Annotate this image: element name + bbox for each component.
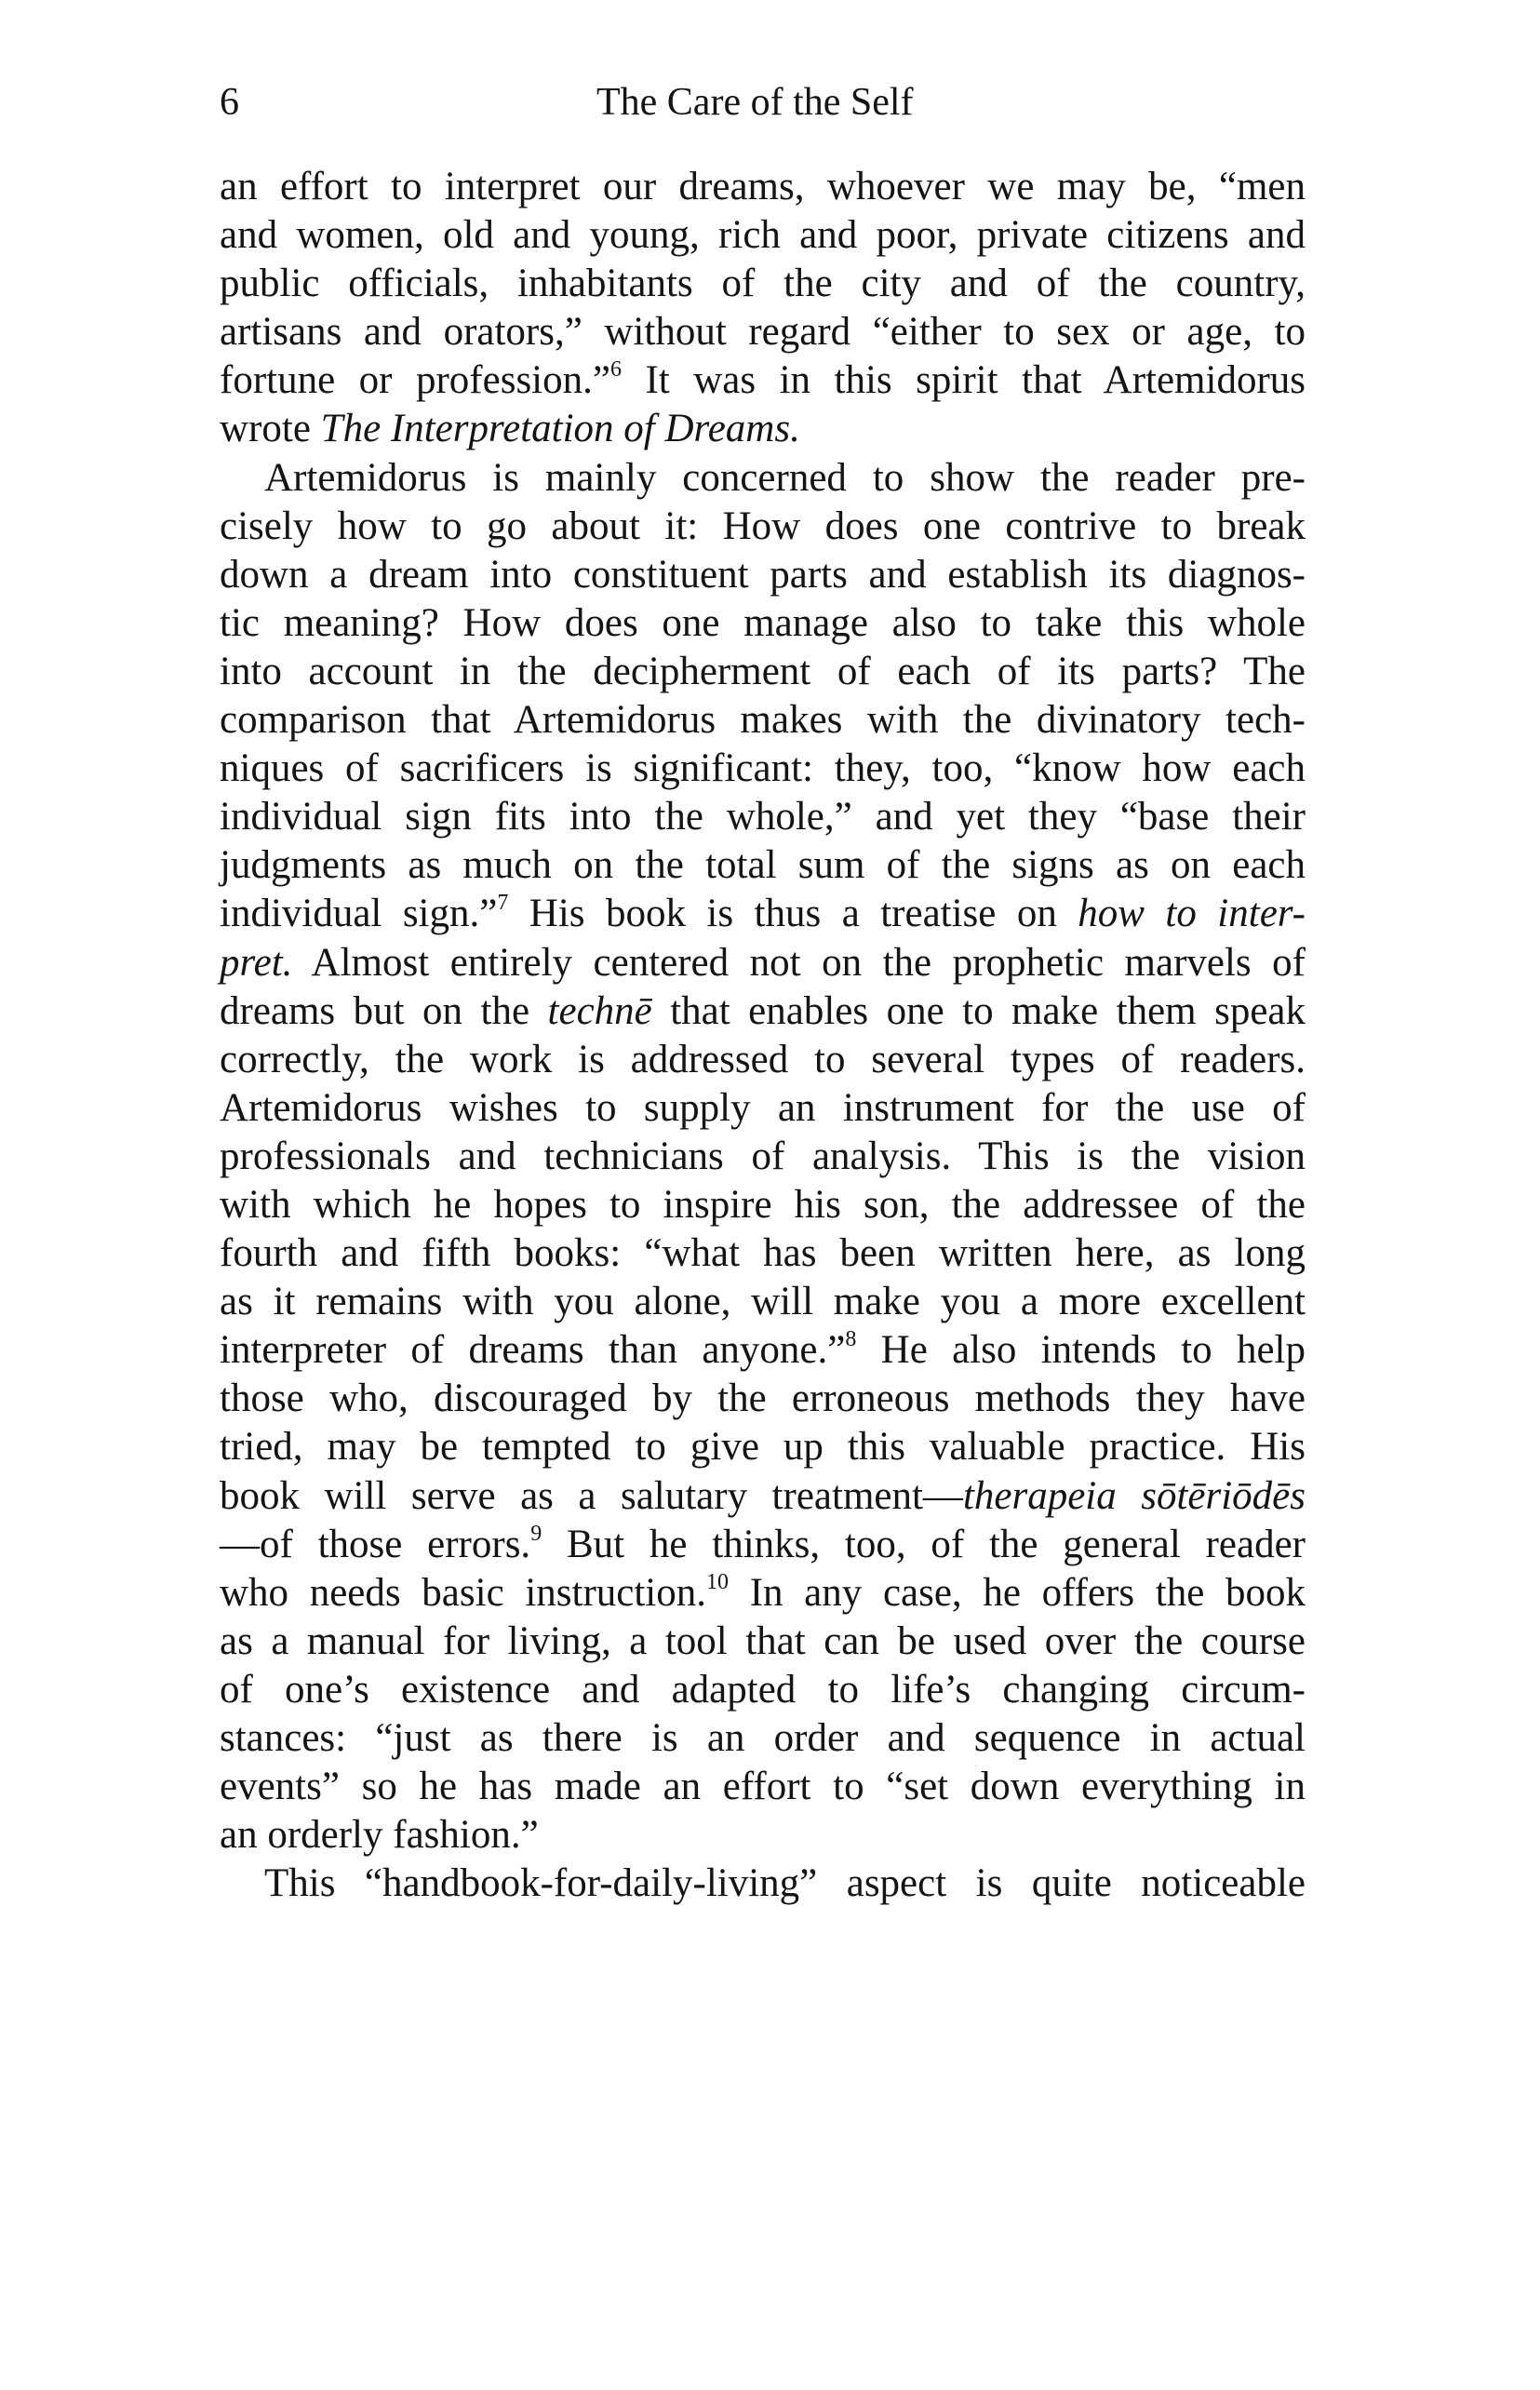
italic-text: The Interpretation of Dreams. <box>320 407 800 451</box>
footnote-marker: 9 <box>530 1521 542 1546</box>
text-segment: and women, old and young, rich and poor, private citizens and <box>220 213 1306 258</box>
text-segment: individual sign fits into the whole,” and yet they “base their <box>220 795 1306 839</box>
text-line <box>220 260 1306 308</box>
footnote-marker: 10 <box>706 1569 730 1594</box>
text-segment: events” so he has made an effort to “set down everything in <box>220 1765 1306 1809</box>
text-segment: with which he hopes to inspire his son, the addressee of the <box>220 1182 1306 1227</box>
text-line <box>220 1618 1306 1666</box>
text-segment: interpreter of dreams than anyone.” <box>220 1328 846 1373</box>
text-segment: But he thinks, too, of the general reader <box>542 1522 1306 1566</box>
text-segment: Artemidorus is mainly concerned to show the reader pre- <box>264 455 1306 500</box>
running-title: The Care of the Self <box>596 81 914 124</box>
text-line <box>220 987 1306 1036</box>
text-segment: He also intends to help <box>856 1328 1306 1373</box>
text-segment: as a manual for living, a tool that can be used over the course <box>220 1618 1306 1663</box>
text-segment: It was in this spirit that Artemidorus <box>621 358 1306 403</box>
text-segment: comparison that Artemidorus makes with the divinatory tech- <box>220 698 1306 743</box>
text-segment: professionals and technicians of analysis. This is the vision <box>220 1134 1306 1178</box>
text-line <box>220 551 1306 599</box>
text-segment: fortune or profession.” <box>220 358 610 403</box>
text-segment: fourth and fifth books: “what has been written here, as long <box>220 1231 1306 1276</box>
text-line <box>220 1860 1306 1908</box>
text-segment: stances: “just as there is an order and sequence in actual <box>220 1716 1306 1760</box>
text-line <box>220 1763 1306 1811</box>
text-line <box>220 1229 1306 1278</box>
text-segment: Almost entirely centered not on the prophetic marvels of <box>292 940 1306 985</box>
text-line <box>220 841 1306 890</box>
text-line <box>220 1666 1306 1714</box>
text-line <box>220 1278 1306 1326</box>
page-number: 6 <box>220 81 239 124</box>
text-segment: cisely how to go about it: How does one contrive to break <box>220 504 1306 548</box>
text-line <box>220 356 1306 405</box>
text-segment: an orderly fashion.” <box>220 1813 539 1858</box>
text-line <box>220 503 1306 551</box>
text-line <box>220 1569 1306 1618</box>
text-segment: tic meaning? How does one manage also to take this whole <box>220 600 1306 645</box>
italic-text: therapeia sōtēriōdēs <box>962 1473 1306 1518</box>
text-line <box>220 1181 1306 1229</box>
text-line <box>220 793 1306 841</box>
italic-text: pret. <box>220 940 293 985</box>
text-segment: who needs basic instruction. <box>220 1570 707 1615</box>
text-segment: down a dream into constituent parts and establish its diagnos- <box>220 552 1306 597</box>
italic-text: technē <box>547 988 652 1033</box>
text-line <box>220 1811 1306 1860</box>
body-text <box>220 163 1306 1908</box>
text-line <box>220 211 1306 260</box>
text-line <box>220 1084 1306 1133</box>
text-segment: artisans and orators,” without regard “either to sex or age, to <box>220 310 1306 355</box>
text-segment: an effort to interpret our dreams, whoever we may be, “men <box>220 165 1306 208</box>
text-line <box>220 454 1306 503</box>
text-line <box>220 1375 1306 1423</box>
text-line <box>220 1036 1306 1084</box>
text-segment: This “handbook-for-daily-living” aspect is quite noticeable <box>264 1861 1306 1906</box>
text-segment: correctly, the work is addressed to several types of readers. <box>220 1037 1306 1081</box>
text-segment: tried, may be tempted to give up this valuable practice. His <box>220 1425 1306 1470</box>
text-line <box>220 648 1306 696</box>
text-line <box>220 1472 1306 1521</box>
text-segment: of one’s existence and adapted to life’s changing circum- <box>220 1667 1306 1712</box>
text-segment: —of those errors. <box>220 1522 531 1566</box>
text-segment: as it remains with you alone, will make you a more excellent <box>220 1280 1306 1324</box>
text-line <box>220 890 1306 938</box>
text-segment: into account in the decipherment of each of its parts? The <box>220 649 1306 693</box>
text-segment: judgments as much on the total sum of the signs as on each <box>220 843 1306 888</box>
text-line <box>220 696 1306 745</box>
text-line <box>220 163 1306 211</box>
footnote-marker: 8 <box>845 1327 857 1352</box>
italic-text: how to inter- <box>1078 892 1306 936</box>
text-segment: public officials, inhabitants of the city and of the country, <box>220 262 1306 306</box>
text-line <box>220 939 1306 987</box>
text-line <box>220 405 1306 453</box>
text-line <box>220 1714 1306 1763</box>
text-line <box>220 599 1306 648</box>
text-segment: wrote <box>220 407 321 451</box>
text-line <box>220 745 1306 793</box>
text-line <box>220 308 1306 356</box>
text-segment: that enables one to make them speak <box>651 988 1306 1033</box>
text-segment: those who, discouraged by the erroneous methods they have <box>220 1376 1306 1421</box>
running-head <box>220 74 1306 130</box>
footnote-marker: 7 <box>497 891 509 916</box>
text-segment: niques of sacrificers is significant: they, too, “know how each <box>220 746 1306 791</box>
text-segment: His book is thus a treatise on <box>508 892 1078 936</box>
text-segment: dreams but on the <box>220 988 548 1033</box>
text-segment: Artemidorus wishes to supply an instrument for the use of <box>220 1085 1306 1130</box>
footnote-marker: 6 <box>609 357 622 383</box>
text-line <box>220 1133 1306 1181</box>
text-line <box>220 1326 1306 1375</box>
text-segment: individual sign.” <box>220 892 498 936</box>
text-segment: In any case, he offers the book <box>729 1570 1306 1615</box>
text-line <box>220 1521 1306 1569</box>
text-segment: book will serve as a salutary treatment— <box>220 1473 963 1518</box>
text-line <box>220 1423 1306 1471</box>
